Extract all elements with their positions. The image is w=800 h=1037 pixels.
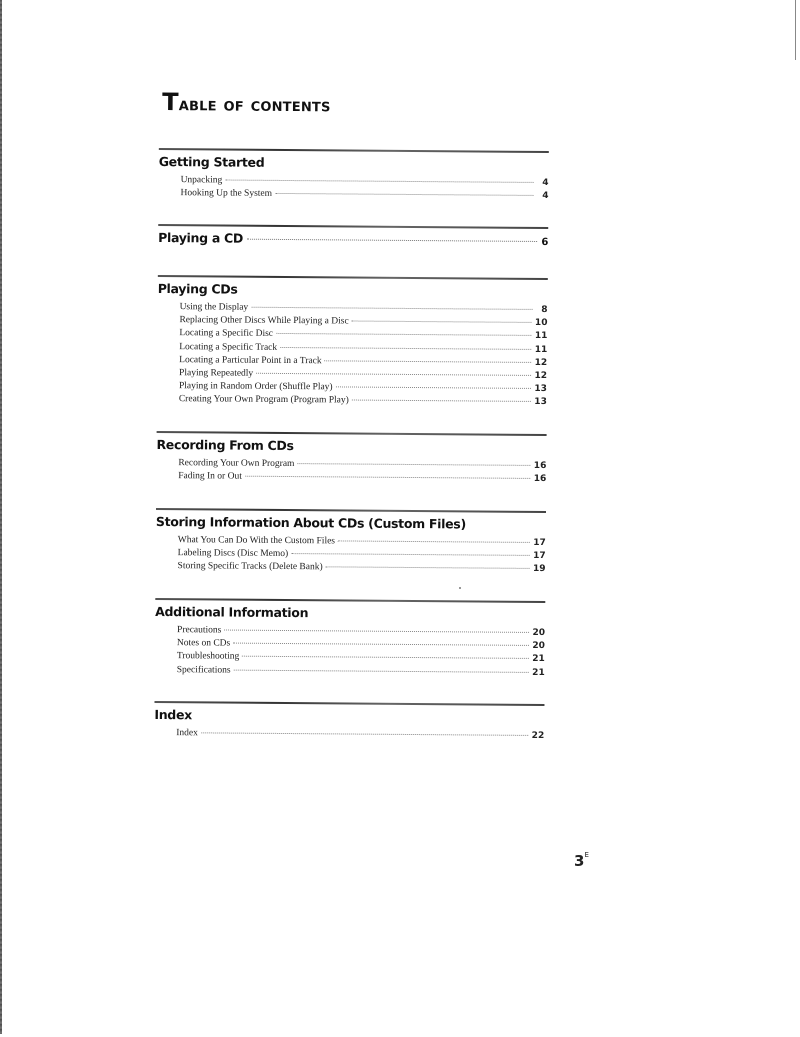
scan-edge-right bbox=[795, 0, 796, 60]
entry-list bbox=[176, 727, 544, 743]
dot-leader bbox=[352, 400, 532, 402]
toc-section-additional-information bbox=[155, 598, 546, 680]
toc-entry[interactable]: Unpacking 4 bbox=[180, 175, 549, 189]
toc-entry[interactable]: Troubleshooting 21 bbox=[176, 651, 545, 665]
dot-leader bbox=[247, 239, 537, 242]
entry-list bbox=[180, 174, 548, 203]
toc-entry[interactable]: Playing Repeatedly 12 bbox=[179, 368, 548, 381]
toc-entry[interactable]: What You Can Do With the Custom Files 17 bbox=[177, 535, 546, 549]
dot-leader bbox=[245, 476, 531, 479]
dot-leader bbox=[234, 669, 530, 672]
section-heading[interactable]: Playing a CD 6 bbox=[158, 229, 549, 249]
toc-entry[interactable]: Precautions 20 bbox=[177, 625, 546, 639]
section-rule bbox=[154, 701, 544, 706]
entry-list bbox=[177, 534, 545, 576]
toc-entry[interactable]: Replacing Other Discs While Playing a Disc 10 bbox=[179, 315, 548, 329]
toc-section-getting-started bbox=[158, 148, 548, 203]
dot-leader bbox=[201, 732, 529, 736]
toc-section-playing-a-cd bbox=[158, 224, 548, 249]
toc-entry[interactable]: Locating a Particular Point in a Track 12 bbox=[179, 354, 548, 368]
section-heading[interactable]: Additional Information bbox=[155, 603, 309, 621]
page-title: Table of contents bbox=[162, 88, 331, 117]
dot-leader bbox=[224, 630, 529, 633]
page-number: $3^E$ bbox=[574, 851, 589, 870]
toc-entry[interactable]: Notes on CDs 20 bbox=[176, 638, 545, 652]
section-heading[interactable]: Storing Information About CDs (Custom Files) bbox=[155, 513, 466, 532]
dot-leader bbox=[276, 333, 532, 336]
section-rule bbox=[158, 224, 548, 229]
dot-leader bbox=[225, 180, 533, 183]
dot-leader bbox=[338, 540, 530, 543]
toc-entry[interactable]: Labeling Discs (Disc Memo) 17 bbox=[177, 548, 546, 562]
toc-entry[interactable]: Creating Your Own Program (Program Play) 13 bbox=[178, 394, 547, 408]
toc-entry[interactable]: Playing in Random Order (Shuffle Play) 13 bbox=[178, 381, 547, 395]
section-rule bbox=[156, 508, 546, 513]
dot-leader bbox=[280, 347, 532, 350]
section-heading[interactable]: Getting Started bbox=[158, 153, 265, 170]
dot-leader bbox=[297, 463, 530, 466]
toc-entry[interactable]: Specifications 21 bbox=[176, 664, 545, 678]
dot-leader bbox=[233, 643, 529, 646]
dot-leader bbox=[326, 567, 530, 570]
dot-leader bbox=[256, 373, 531, 376]
entry-list bbox=[179, 301, 548, 409]
dot-leader bbox=[325, 360, 532, 363]
entry-list bbox=[178, 457, 546, 486]
toc-entry[interactable]: Fading In or Out 16 bbox=[178, 471, 547, 485]
toc-entry[interactable]: Locating a Specific Track 11 bbox=[179, 341, 548, 355]
section-rule bbox=[159, 148, 549, 153]
toc-section-custom-files bbox=[155, 508, 546, 577]
toc-entry[interactable]: Recording Your Own Program 16 bbox=[178, 458, 547, 472]
toc-section-playing-cds bbox=[157, 275, 548, 410]
scan-edge-left bbox=[0, 0, 2, 1034]
dot-leader bbox=[291, 553, 530, 556]
toc-section-index bbox=[154, 701, 544, 743]
section-rule bbox=[157, 431, 547, 436]
toc-entry[interactable]: Using the Display 8 bbox=[179, 302, 548, 316]
scan-speck bbox=[459, 587, 461, 589]
toc-entry[interactable]: Locating a Specific Disc 11 bbox=[179, 328, 548, 342]
dot-leader bbox=[275, 193, 533, 196]
dot-leader bbox=[251, 307, 532, 310]
section-rule bbox=[158, 275, 548, 280]
dot-leader bbox=[352, 321, 532, 323]
section-heading[interactable]: Recording From CDs bbox=[156, 436, 294, 454]
dot-leader bbox=[336, 387, 532, 390]
toc-entry[interactable]: Storing Specific Tracks (Delete Bank) 19 bbox=[177, 561, 546, 575]
toc-page bbox=[152, 0, 552, 1037]
section-heading[interactable]: Playing CDs bbox=[157, 280, 238, 297]
section-rule bbox=[155, 598, 545, 603]
entry-list bbox=[177, 624, 545, 680]
toc-section-recording-from-cds bbox=[156, 431, 546, 486]
toc-entry[interactable]: Hooking Up the System 4 bbox=[180, 188, 549, 202]
section-heading[interactable]: Index bbox=[154, 706, 192, 723]
toc-entry[interactable]: Index 22 bbox=[176, 728, 545, 742]
dot-leader bbox=[242, 656, 529, 659]
